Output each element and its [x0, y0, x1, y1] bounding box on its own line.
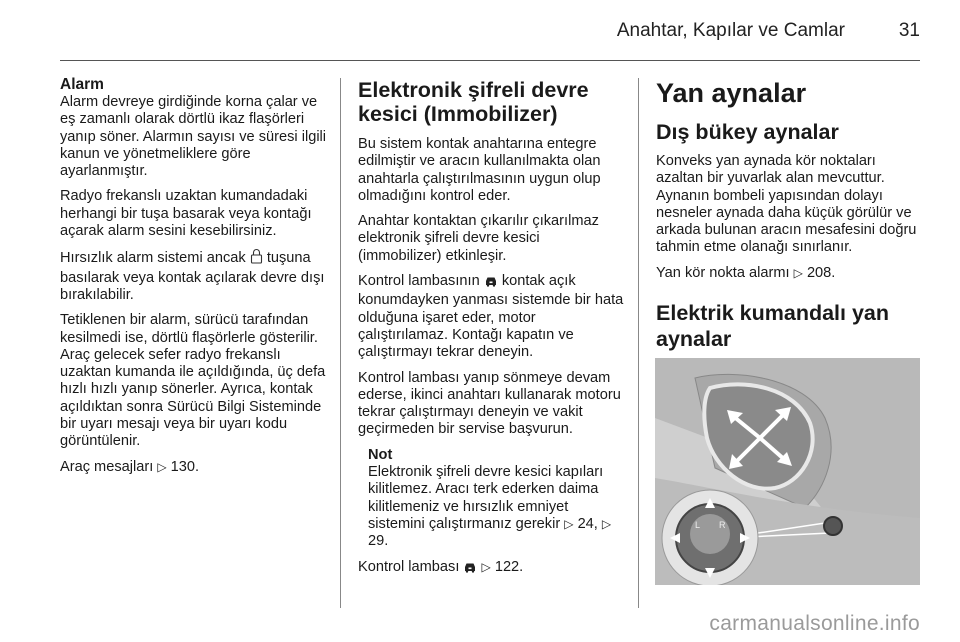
paragraph-text: kontak açık konumdayken yanması sistemde bir hata olduğuna işaret eder, motor çalıştırılamaz. Kontağı kapatın ve çalıştırmayı tekrar deneyin.	[358, 273, 624, 361]
paragraph-text: Kontrol lambasının	[358, 273, 480, 290]
paragraph-text: Yan kör nokta alarmı	[656, 264, 790, 281]
page-reference-arrow-icon: ▷	[601, 516, 612, 531]
page-reference-arrow-icon: ▷	[481, 559, 491, 574]
note-title: Not	[368, 446, 393, 463]
page-reference[interactable]: 130.	[170, 458, 200, 475]
paragraph-text: tuşuna basılarak veya kontak açılarak devre dışı bırakılabilir.	[60, 250, 325, 303]
paragraph: Anahtar kontaktan çıkarılır çıkarılmaz elektronik şifreli devre kesici (immobilizer) etkinleşir.	[358, 213, 599, 264]
paragraph-text: Araç mesajları	[60, 458, 154, 475]
paragraph: Alarm devreye girdiğinde korna çalar ve eş zamanlı olarak dörtlü ikaz flaşörleri yanıp söner. Alarmın sayısı ve süresi ilgili kanun ve yönetmeliklere göre ayarlanmıştır.	[60, 94, 327, 180]
paragraph	[656, 265, 922, 282]
column-alarm	[60, 76, 328, 484]
paragraph: Kontrol lambası yanıp sönmeye devam ederse, ikinci anahtarı kullanarak motoru tekrar çalıştırmayı deneyin ve vakit geçirmeden bir servise başvurun.	[358, 369, 621, 438]
page-header	[0, 0, 960, 62]
paragraph	[358, 559, 626, 578]
header-rule	[60, 60, 920, 61]
paragraph-text: Hırsızlık alarm sistemi ancak	[60, 250, 246, 267]
immobilizer-car-key-icon	[463, 561, 477, 578]
page-reference[interactable]: 122.	[494, 558, 524, 575]
mirror-control-illustration	[655, 358, 920, 585]
page-reference-arrow-icon: ▷	[564, 516, 574, 531]
lock-icon	[250, 248, 263, 269]
section-heading-immobilizer: Elektronik şifreli devre kesici (Immobilizer)	[358, 78, 589, 126]
column-immobilizer	[358, 76, 626, 586]
paragraph	[60, 459, 328, 476]
header-title: Anahtar, Kapılar ve Camlar	[616, 20, 845, 41]
paragraph: Radyo frekanslı uzaktan kumandadaki herhangi bir tuşa basarak veya kontağı açarak alarm sesini kesebilirsiniz.	[60, 188, 312, 240]
page-reference[interactable]: 29.	[368, 533, 389, 550]
paragraph: Bu sistem kontak anahtarına entegre edilmiştir ve aracın kullanılmakta olan anahtarla çalıştırılmasının uygun olup olmadığını kontrol eder.	[358, 136, 601, 204]
paragraph	[60, 248, 328, 304]
column-side-mirrors	[656, 76, 922, 366]
paragraph-text: Elektronik şifreli devre kesici kapıları kilitlemez. Aracı terk ederken daima kilitlemeniz ve hırsızlık emniyet sistemini çalıştırmanız gerekir	[368, 464, 604, 532]
column-divider	[340, 78, 341, 608]
subsection-heading-convex: Dış bükey aynalar	[656, 120, 839, 144]
watermark: carmanualsonline.info	[709, 612, 920, 635]
paragraph: Konveks yan aynada kör noktaları azaltan bir yuvarlak alan mevcuttur. Aynanın bombeli yapısından dolayı nesneler aynada daha küçük görülür ve arkada bulunan aracın mesafesini doğru tahmin etme olanağı sınırlanır.	[656, 153, 917, 256]
paragraph: Tetiklenen bir alarm, sürücü tarafından kesilmedi ise, dörtlü flaşörlerle gösterilir. Araç gelecek sefer radyo frekanslı uzaktan kumanda ile açıldığında, üç defa hızlı hızlı yanıp sönerler. Ayrıca, kontak açıldıktan sonra Sürücü Bilgi Sisteminde bir uyarı mesajı veya bir uyarı kodu görüntülenir.	[60, 312, 326, 450]
note-block	[368, 447, 626, 551]
paragraph-text: Kontrol lambası	[358, 558, 460, 575]
page-number: 31	[898, 20, 920, 41]
svg-text:R: R	[719, 520, 726, 530]
page-reference[interactable]: 208.	[806, 264, 836, 281]
column-divider	[638, 78, 639, 608]
note-text	[368, 464, 626, 550]
subsection-heading-electric-mirrors: Elektrik kumandalı yan aynalar	[656, 301, 890, 352]
page-reference[interactable]: 24,	[577, 515, 598, 532]
section-heading-side-mirrors: Yan aynalar	[656, 78, 807, 108]
page-reference-arrow-icon: ▷	[793, 265, 803, 280]
immobilizer-car-key-icon	[484, 275, 498, 292]
page-reference-arrow-icon: ▷	[157, 459, 167, 474]
svg-text:L: L	[695, 520, 701, 530]
section-heading-alarm: Alarm	[60, 76, 104, 93]
paragraph	[358, 273, 626, 361]
